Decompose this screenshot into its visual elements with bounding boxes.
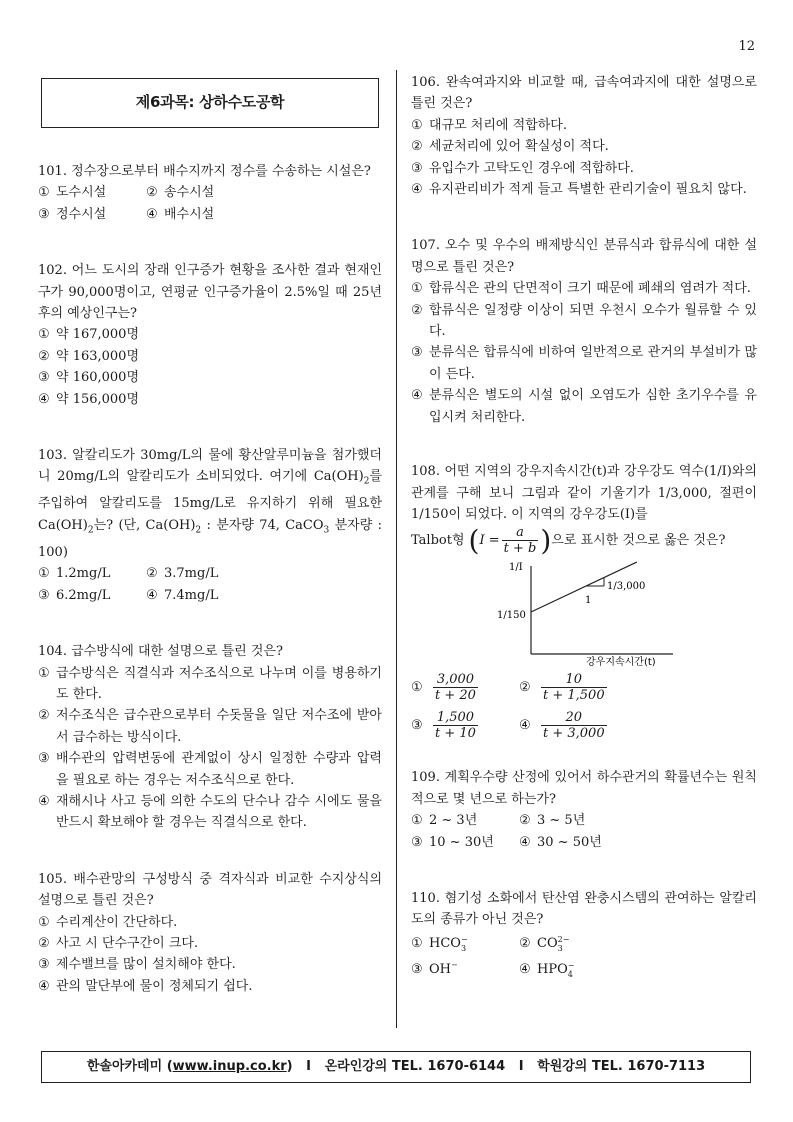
question-102-text: 102. 어느 도시의 장래 인구증가 현황을 조사한 결과 현재인구가 90,000명이고, 연평균 인구증가율이 2.5%일 때 25년 후의 예상인구는? xyxy=(38,263,382,322)
q106-option-3[interactable]: ③ 유입수가 고탁도인 경우에 적합하다. xyxy=(411,160,634,176)
question-109 xyxy=(411,767,757,853)
footer-contact: ) I 온라인강의 TEL. 1670-6144 I 학원강의 TEL. 1670-7113 xyxy=(286,1059,706,1075)
question-108 xyxy=(411,461,757,744)
footer-banner xyxy=(41,1051,751,1083)
q107-option-2[interactable]: ② 합류식은 일정량 이상이 되면 우천시 오수가 월류할 수 있다. xyxy=(411,302,757,340)
question-106 xyxy=(411,72,757,200)
q108-option-2[interactable]: ② $\frac{10}{t + 1,500}$ xyxy=(519,671,605,703)
q106-option-1[interactable]: ① 대규모 처리에 적합하다. xyxy=(411,117,567,133)
question-104-text: 104. 급수방식에 대한 설명으로 틀린 것은? xyxy=(38,644,283,660)
question-101 xyxy=(38,161,382,225)
question-105 xyxy=(38,869,382,997)
q108-option-4[interactable]: ④ $\frac{20}{t + 3,000}$ xyxy=(519,709,605,741)
question-106-text: 106. 완속여과지와 비교할 때, 급속여과지에 대한 설명으로 틀린 것은? xyxy=(411,75,757,112)
footer-url-link[interactable]: www.inup.co.kr xyxy=(172,1059,287,1075)
column-divider xyxy=(396,70,397,1028)
q110-option-2[interactable]: ② CO 2− 3 xyxy=(519,934,570,953)
q105-option-4[interactable]: ④ 관의 말단부에 물이 정체되기 쉽다. xyxy=(38,978,253,994)
q106-option-4[interactable]: ④ 유지관리비가 적게 들고 특별한 관리기술이 필요치 않다. xyxy=(411,182,747,198)
question-109-text: 109. 계획우수량 산정에 있어서 하수관거의 확률년수는 원칙적으로 몇 년으로 하는가? xyxy=(411,770,757,807)
rainfall-graph xyxy=(411,558,757,668)
q103-option-4[interactable]: ④ 7.4mg/L xyxy=(146,587,219,603)
question-103 xyxy=(38,445,382,606)
talbot-fraction: $\frac{a}{t + b}$ xyxy=(503,525,537,557)
q105-option-2[interactable]: ② 사고 시 단수구간이 크다. xyxy=(38,935,199,951)
graph-slope-label: 1/3,000 xyxy=(607,581,646,593)
q106-option-2[interactable]: ② 세균처리에 있어 확실성이 적다. xyxy=(411,139,609,155)
q104-option-1[interactable]: ① 급수방식은 직결식과 저수조식으로 나누며 이를 병용하기도 한다. xyxy=(38,665,382,702)
q102-option-4[interactable]: ④ 약 156,000명 xyxy=(38,391,140,407)
q109-option-1[interactable]: ① 2 ~ 3년 xyxy=(411,813,478,829)
q108-option-1[interactable]: ① $\frac{3,000}{t + 20}$ xyxy=(411,671,476,703)
q102-option-3[interactable]: ③ 약 160,000명 xyxy=(38,370,140,386)
question-107-text: 107. 오수 및 우수의 배제방식인 분류식과 합류식에 대한 설명으로 틀린 것은? xyxy=(411,238,757,275)
q109-option-4[interactable]: ④ 30 ~ 50년 xyxy=(519,834,602,850)
q102-option-1[interactable]: ① 약 167,000명 xyxy=(38,327,140,343)
q110-option-3[interactable]: ③ OH− xyxy=(411,960,458,978)
question-104 xyxy=(38,641,382,834)
talbot-formula: Talbot형 ( I = $\frac{a}{t + b}$ ) 으로 표시한 것으로 옳은 것은? xyxy=(411,523,726,557)
q101-option-1[interactable]: ① 도수시설 xyxy=(38,185,107,201)
question-108-text: 108. 어떤 지역의 강우지속시간(t)과 강우강도 역수(1/I)와의 관계를 구해 보니 그림과 같이 기울기가 1/3,000, 절편이 1/150이 되었다. 이 지역의 강우강도(I)를 xyxy=(411,464,757,522)
q101-option-2[interactable]: ② 송수시설 xyxy=(146,185,215,201)
q105-option-1[interactable]: ① 수리계산이 간단하다. xyxy=(38,914,178,930)
question-107 xyxy=(411,235,757,428)
q107-option-4[interactable]: ④ 분류식은 별도의 시설 없이 오염도가 심한 초기우수를 유입시켜 처리한다. xyxy=(411,388,757,425)
q103-option-3[interactable]: ③ 6.2mg/L xyxy=(38,587,111,603)
q108-options-row-1 xyxy=(411,668,757,706)
page-number: 12 xyxy=(738,39,755,54)
question-101-text: 101. 정수장으로부터 배수지까지 정수를 수송하는 시설은? xyxy=(38,164,371,179)
q108-option-3[interactable]: ③ $\frac{1,500}{t + 10}$ xyxy=(411,709,476,741)
q107-option-1[interactable]: ① 합류식은 관의 단면적이 크기 때문에 폐쇄의 염려가 적다. xyxy=(411,281,751,297)
q104-option-4[interactable]: ④ 재해시나 사고 등에 의한 수도의 단수나 감수 시에도 물을 반드시 확보해야 할 경우는 직결식으로 한다. xyxy=(38,793,382,831)
q110-option-1[interactable]: ① HCO − 3 xyxy=(411,934,468,953)
footer-academy: 한솔아카데미 ( xyxy=(86,1059,173,1075)
q101-option-3[interactable]: ③ 정수시설 xyxy=(38,206,107,222)
q104-option-2[interactable]: ② 저수조식은 급수관으로부터 수돗물을 일단 저수조에 받아서 급수하는 방식이다. xyxy=(38,708,382,745)
q109-option-2[interactable]: ② 3 ~ 5년 xyxy=(519,813,586,829)
q110-option-4[interactable]: ④ HPO − 4 xyxy=(519,960,575,979)
q101-option-4[interactable]: ④ 배수시설 xyxy=(146,206,215,222)
q103-option-1[interactable]: ① 1.2mg/L xyxy=(38,566,111,582)
subject-title: 제6과목: 상하수도공학 xyxy=(41,78,379,128)
right-column xyxy=(411,72,757,983)
left-column xyxy=(38,72,382,997)
graph-y-label: 1/I xyxy=(509,562,523,574)
graph-intercept-label: 1/150 xyxy=(497,610,526,622)
graph-x-label: 강우지속시간(t) xyxy=(586,657,656,669)
q107-option-3[interactable]: ③ 분류식은 합류식에 비하여 일반적으로 관거의 부설비가 많이 든다. xyxy=(411,345,757,382)
q102-option-2[interactable]: ② 약 163,000명 xyxy=(38,348,140,364)
question-110-text: 110. 혐기성 소화에서 탄산염 완충시스템의 관여하는 알칼리도의 종류가 아닌 것은? xyxy=(411,890,757,928)
graph-run-label: 1 xyxy=(585,595,592,607)
q104-option-3[interactable]: ③ 배수관의 압력변동에 관계없이 상시 일정한 수량과 압력을 필요로 하는 경우는 저수조식으로 한다. xyxy=(38,751,382,788)
question-103-text: 103. 알칼리도가 30mg/L의 물에 황산알루미늄을 첨가했더니 20mg/L의 알칼리도가 소비되었다. 여기에 $Ca(OH)_2$를 주입하여 알칼리도를 15mg/L로 유지하기 위해 필요한 $Ca(OH)_2$는? (단, $Ca(OH)_2$ : 분자량 74, CaCO$_3$ 분자량 : 100) xyxy=(38,448,383,560)
question-102 xyxy=(38,260,382,410)
q105-option-3[interactable]: ③ 제수밸브를 많이 설치해야 한다. xyxy=(38,957,236,973)
q108-options-row-2 xyxy=(411,706,757,744)
q103-option-2[interactable]: ② 3.7mg/L xyxy=(146,566,219,582)
question-110 xyxy=(411,888,757,983)
question-105-text: 105. 배수관망의 구성방식 중 격자식과 비교한 수지상식의 설명으로 틀린 것은? xyxy=(38,871,382,909)
q109-option-3[interactable]: ③ 10 ~ 30년 xyxy=(411,834,494,850)
